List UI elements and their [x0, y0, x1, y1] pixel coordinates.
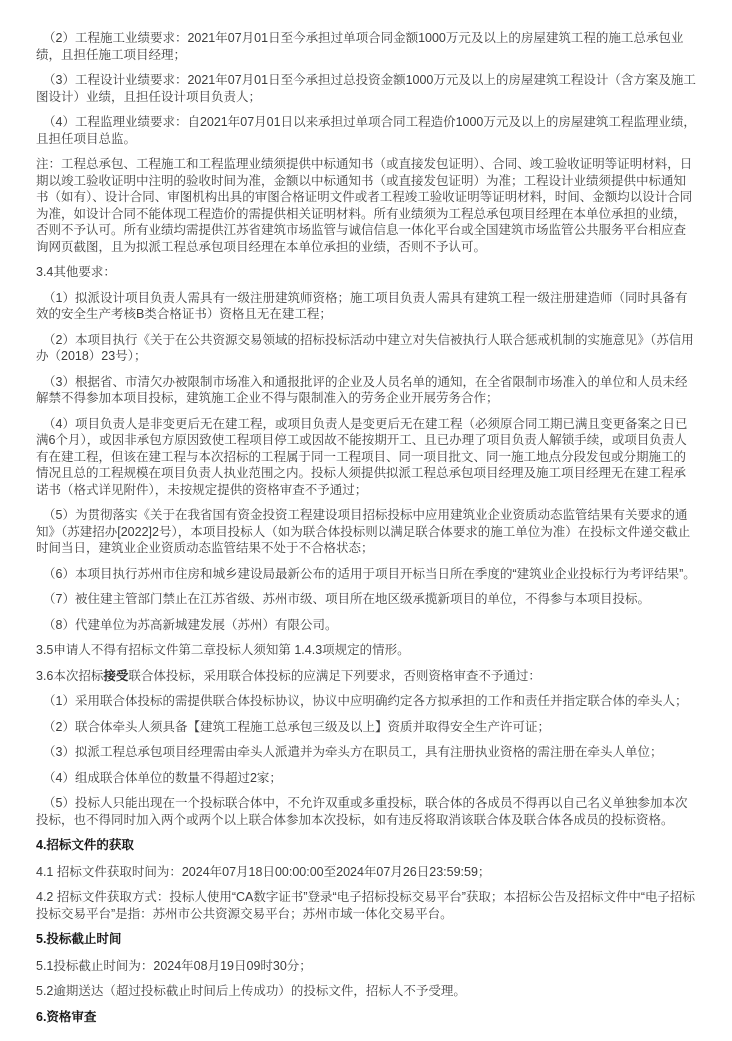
item-4-supervision-performance: （4）工程监理业绩要求：自2021年07月01日以来承担过单项合同工程造价1000万元及以上的房屋建筑工程监理业绩，且担任项目总监。 [36, 115, 696, 146]
clause-4-2-obtain-method: 4.2 招标文件获取方式：投标人使用“CA数字证书”登录“电子招标投标交易平台”获取；本招标公告及招标文件中“电子招标投标交易平台”是指：苏州市公共资源交易平台；苏州市域一体化交易平台。 [36, 890, 696, 921]
item-1-registered-architect: （1）拟派设计项目负责人需具有一级注册建筑师资格；施工项目负责人需具有建筑工程一级注册建造师（同时具备有效的安全生产考核B类合格证书）资格且无在建工程； [36, 290, 688, 321]
clause-3-5-disallowed-situations: 3.5申请人不得有招标文件第二章投标人须知第 1.4.3项规定的情形。 [36, 643, 410, 657]
note-performance-evidence: 注：工程总承包、工程施工和工程监理业绩须提供中标通知书（或直接发包证明）、合同、竣工验收证明等证明材料，日期以竣工验收证明中注明的验收时间为准，金额以中标通知书（或直接发包证明）为准；工程设计业绩须提供中标通知书（如有）、设计合同、审图机构出具的审图合格证明文件或者工程竣工验收证明等证明材料，时间、金额均以设计合同为准，如设计合同不能体现工程造价的需提供相关证明材料。所有业绩须为工程总承包项目经理在本单位承担的业绩，否则不予认可。所有业绩均需提供江苏省建筑市场监管与诚信信息一体化平台或全国建筑市场监管公共服务平台相应查询网页截图，且为拟派工程总承包项目经理在本单位承担的业绩，否则不予认可。 [36, 157, 693, 254]
item-3-market-access-restriction: （3）根据省、市清欠办被限制市场准入和通报批评的企业及人员名单的通知，在全省限制市场准入的单位和人员未经解禁不得参加本项目投标，建筑施工企业不得与限制准入的劳务企业开展劳务合作； [36, 374, 688, 405]
item-4-consortium-size-limit: （4）组成联合体单位的数量不得超过2家； [43, 770, 282, 785]
heading-6-qualification-review: 6.资格审查 [36, 1009, 97, 1024]
item-2-credit-policy: （2）本项目执行《关于在公共资源交易领域的招标投标活动中建立对失信被执行人联合惩戒机制的实施意见》（苏信用办（2018）23号）； [36, 332, 694, 363]
item-3-epc-manager-employment: （3）拟派工程总承包项目经理需由牵头人派遣并为牵头方在职员工，具有注册执业资格的需注册在牵头人单位； [43, 745, 663, 759]
clause-3-6-accept-bold: 接受 [103, 668, 129, 683]
item-2-construction-performance: （2）工程施工业绩要求：2021年07月01日至今承担过单项合同金额1000万元及以上的房屋建筑工程的施工总承包业绩，且担任施工项目经理； [36, 31, 684, 62]
clause-3-6-post: 联合体投标，采用联合体投标的应满足下列要求，否则资格审查不予通过： [128, 668, 541, 683]
heading-5-bid-deadline: 5.投标截止时间 [36, 932, 122, 946]
heading-4-obtaining-bidding-documents: 4.招标文件的获取 [36, 838, 134, 852]
clause-3-4-other-requirements: 3.4其他要求： [36, 265, 116, 279]
item-8-agent-construction-unit: （8）代建单位为苏高新城建发展（苏州）有限公司。 [43, 617, 338, 632]
item-1-consortium-agreement: （1）采用联合体投标的需提供联合体投标协议，协议中应明确约定各方拟承担的工作和责任并指定联合体的牵头人； [43, 694, 688, 708]
clause-3-6-consortium [36, 668, 696, 685]
item-5-multiple-bidding-prohibition: （5）投标人只能出现在一个投标联合体中，不允许双重或多重投标，联合体的各成员不得再以自己名义单独参加本次投标，也不得同时加入两个或两个以上联合体参加本次投标，如有违反将取消该联合体及联合体各成员的投标资格。 [36, 796, 688, 827]
item-7-banned-units: （7）被住建主管部门禁止在江苏省级、苏州市级、项目所在地区级承揽新项目的单位，不得参与本项目投标。 [43, 592, 650, 606]
item-5-dynamic-supervision: （5）为贯彻落实《关于在我省国有资金投资工程建设项目招标投标中应用建筑业企业资质动态监管结果有关要求的通知》（苏建招办[2022]2号），本项目投标人（如为联合体投标则以满足联合体要求的施工单位为准）在投标文件递交截止时间当日，建筑业企业资质动态监管结果不处于不合格状态； [36, 508, 691, 555]
item-6-bid-behavior-evaluation: （6）本项目执行苏州市住房和城乡建设局最新公布的适用于项目开标当日所在季度的“建筑业企业投标行为考评结果”。 [43, 566, 696, 581]
item-3-design-performance: （3）工程设计业绩要求：2021年07月01日至今承担过总投资金额1000万元及以上的房屋建筑工程设计（含方案及施工图设计）业绩，且担任设计项目负责人； [36, 73, 696, 104]
clause-3-6-pre: 3.6本次招标 [36, 668, 104, 683]
item-4-project-leader-wip: （4）项目负责人是非变更后无在建工程，或项目负责人是变更后无在建工程（必须原合同工期已满且变更备案之日已满6个月），或因非承包方原因致使工程项目停工或因故不能按期开工、且已办理了项目负责人解锁手续，或项目负责人有在建工程，但该在建工程与本次招标的工程属于同一工程项目、同一项目批文、同一施工地点分段发包或分期施工的情况且总的工程规模在项目负责人执业范围之内。投标人须提供拟派工程总承包项目经理及施工项目经理无在建工程承诺书（格式详见附件），未按规定提供的资格审查不予通过； [36, 416, 688, 497]
clause-5-2-late-submission: 5.2逾期送达（超过投标截止时间后上传成功）的投标文件，招标人不予受理。 [36, 984, 466, 998]
clause-4-1-obtain-time: 4.1 招标文件获取时间为：2024年07月18日00:00:00至2024年07月26日23:59:59； [36, 864, 491, 879]
clause-5-1-deadline: 5.1投标截止时间为：2024年08月19日09时30分； [36, 958, 312, 973]
item-2-leader-qualification: （2）联合体牵头人须具备【建筑工程施工总承包三级及以上】资质并取得安全生产许可证； [43, 719, 550, 734]
